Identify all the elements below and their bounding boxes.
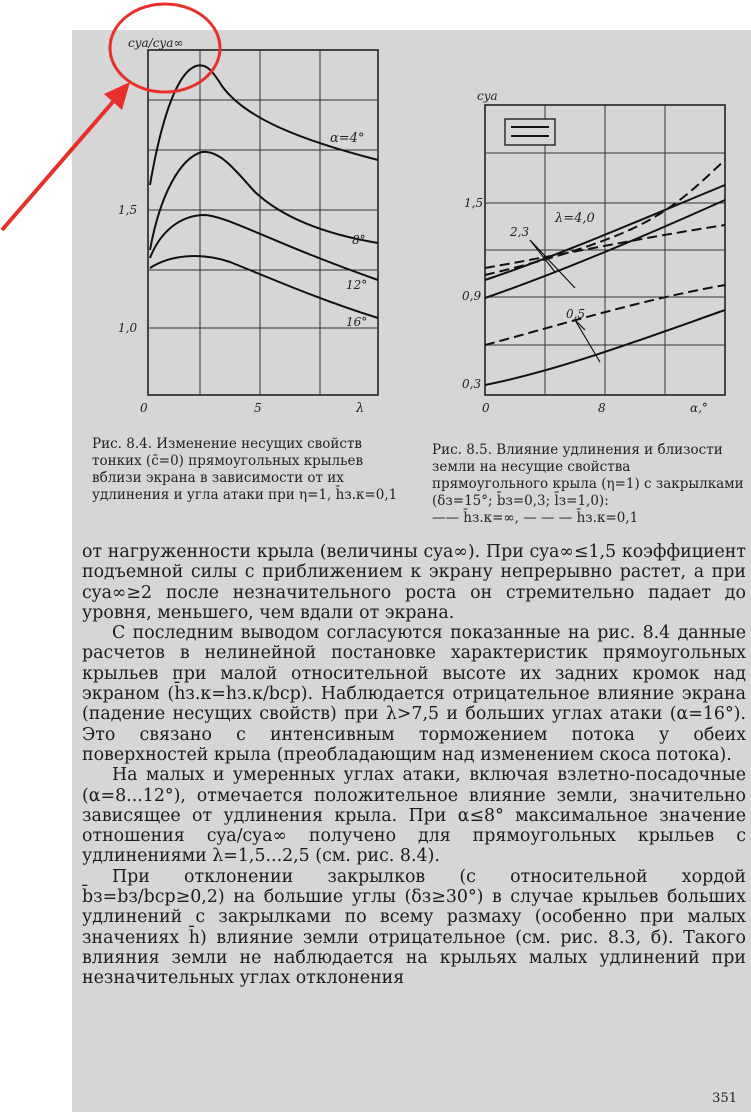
fig85-caption <box>432 442 748 527</box>
fig84-plot <box>148 50 378 395</box>
fig85-y-tick: 0,3 <box>462 377 482 391</box>
fig85-caption-legend: —— h̄з.к=∞, — — — h̄з.к=0,1 <box>432 510 639 526</box>
body-text <box>82 542 746 989</box>
paragraph: При отклонении закрылков (с относительной хордой b̄з=bз/bср≥0,2) на большие углы (δз≥30°) в случае крыльев больших удлинений с закрылками по всему размаху (особенно при малых значениях h̄) влияние земли отрицательное (см. рис. 8.3, б). Такого влияния земли не наблюдается на крыльях малых удлинений при незначительных углах отклонения <box>82 866 746 989</box>
paragraph: На малых и умеренных углах атаки, включая взлетно-посадочные (α=8...12°), отмечается положительное влияние земли, значительно зависящее от удлинения крыла. При α≤8° максимальное значение отношения cya/cya∞ получено для прямоугольных крыльев с удлинениями λ=1,5...2,5 (см. рис. 8.4). <box>82 765 746 867</box>
red-annotation <box>2 4 220 230</box>
fig85-curve-label: 0,5 <box>566 307 586 321</box>
fig85-x-tick: 0 <box>482 401 490 415</box>
fig84-y-axis-label: cya/cya∞ <box>128 36 184 50</box>
fig85-x-tick: α,° <box>690 401 708 415</box>
fig85-y-axis-label: cya <box>477 89 498 103</box>
fig84-curve-alpha16 <box>150 256 378 318</box>
fig85-curve-label: λ=4,0 <box>555 211 595 226</box>
fig85-legend-box <box>505 119 555 145</box>
fig84-curve-label: 12° <box>346 278 368 292</box>
fig85-curve-label: 2,3 <box>510 225 530 239</box>
fig85-y-tick: 1,5 <box>464 196 484 210</box>
fig84-x-tick: 0 <box>140 401 148 415</box>
fig85-caption-text: Рис. 8.5. Влияние удлинения и близости земли на несущие свойства прямоугольного крыла (η=1) с закрылками (δз=15°; b̄з=0,3; l̄з=1,0): <box>432 442 744 509</box>
fig84-caption: Рис. 8.4. Изменение несущих свойств тонких (c̄=0) прямоугольных крыльев вблизи экрана в зависимости от их удлинения и угла атаки при η=1, h̄з.к=0,1 <box>92 436 398 503</box>
fig85-plot <box>485 105 725 395</box>
fig84-y-tick: 1,0 <box>118 321 138 335</box>
annotation-arrow <box>2 96 118 230</box>
fig84-x-tick: 5 <box>254 401 262 415</box>
paragraph: от нагруженности крыла (величины cya∞). При cya∞≤1,5 коэффициент подъемной силы с приближением к экрану непрерывно растет, а при cya∞≥2 после незначительного роста он стремительно падает до уровня, меньшего, чем вдали от экрана. <box>82 542 746 623</box>
fig85-x-tick: 8 <box>598 401 606 415</box>
fig84-x-tick: λ <box>356 401 365 416</box>
fig85-y-tick: 0,9 <box>462 289 482 303</box>
paragraph: С последним выводом согласуются показанные на рис. 8.4 данные расчетов в нелинейной постановке характеристик прямоугольных крыльев при малой относительной высоте их задних кромок над экраном (h̄з.к=hз.к/bср). Наблюдается отрицательное влияние экрана (падение несущих свойств) при λ>7,5 и больших углах атаки (α=16°). Это связано с интенсивным торможением потока у обеих поверхностей крыла (преобладающим над изменением скоса потока). <box>82 623 746 765</box>
fig84-curve-label: 16° <box>346 315 368 329</box>
page-number: 351 <box>712 1091 737 1106</box>
fig84-curve-alpha4 <box>150 65 378 185</box>
fig84-curve-label: 8° <box>352 233 366 247</box>
fig84-y-tick: 1,5 <box>118 203 138 217</box>
fig84-curve-label: α=4° <box>330 131 365 146</box>
